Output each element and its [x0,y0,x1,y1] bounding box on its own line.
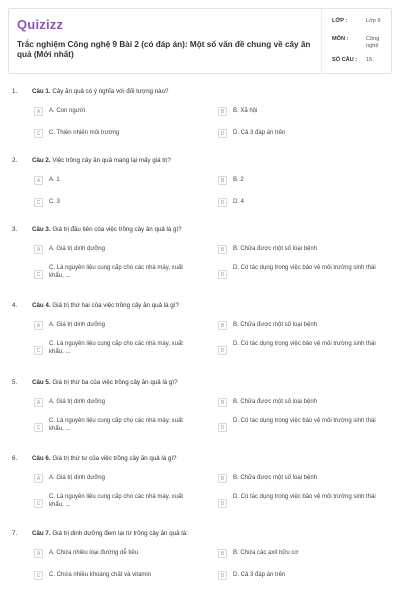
option-letter-box[interactable]: B [218,321,227,330]
option-text: A. Giá trị dinh dưỡng [49,399,105,405]
option-text: D. Có tác dụng trong việc bảo vệ môi trường sinh thái [233,265,376,271]
option-text: C. Là nguyên liệu cung cấp cho các nhà máy, xuất khẩu, ... [49,418,183,432]
option-letter-box[interactable]: D [218,423,227,432]
option-letter-box[interactable]: C [34,129,43,138]
question-text [32,157,372,164]
option-text: A. Con người [49,108,85,114]
question-text [32,302,372,309]
option-letter-box[interactable]: D [218,571,227,580]
question-prompt: Việc trồng cây ăn quả mang lại mấy giá trị? [52,157,171,164]
option-text: C. Chứa nhiều khoáng chất và vitamin [49,572,152,578]
option-letter-box[interactable]: A [34,245,43,254]
option-letter-box[interactable]: C [34,346,43,355]
question-prompt: Giá trị thứ tư của việc trồng cây ăn quả là gì? [52,455,177,462]
question-label: Câu 2. [32,157,51,164]
worksheet-title: Trắc nghiệm Công nghệ 9 Bài 2 (có đáp án): Một số vấn đề chung về cây ăn quả (Mới nhất) [17,40,311,59]
question-number: 3. [12,226,18,233]
option-letter-box[interactable]: B [218,549,227,558]
option-text: B. Chữa được một số loại bệnh [233,322,318,328]
option-text: A. Chứa nhiều loại đường dễ tiêu [49,550,139,556]
option-text: A. Giá trị dinh dưỡng [49,246,105,252]
meta-subject-key: MÔN : [332,36,349,42]
question-number: 4. [12,302,18,309]
question-text [32,455,372,462]
meta-class-key: LỚP : [332,18,348,24]
option-text: A. Giá trị dinh dưỡng [49,475,105,481]
option-letter-box[interactable]: C [34,423,43,432]
option-text: C. Là nguyên liệu cung cấp cho các nhà máy, xuất khẩu, ... [49,341,183,355]
option-text: A. Giá trị dinh dưỡng [49,322,105,328]
option-text: D. Cả 3 đáp án trên [233,130,286,136]
option-text: B. Chứa các axit hữu cơ [233,550,299,556]
option-text: D. Có tác dụng trong việc bảo vệ môi trường sinh thái [233,341,376,347]
option-letter-box[interactable]: C [34,499,43,508]
question-number: 6. [12,455,18,462]
option-letter-box[interactable]: C [34,198,43,207]
option-text: C. 3 [49,199,61,205]
option-letter-box[interactable]: A [34,398,43,407]
option-text: D. Có tác dụng trong việc bảo vệ môi trường sinh thái [233,494,376,500]
option-text: D. Có tác dụng trong việc bảo vệ môi trường sinh thái [233,418,376,424]
option-letter-box[interactable]: C [34,571,43,580]
question-prompt: Giá trị đầu tiên của việc trồng cây ăn quả là gì? [52,226,182,233]
option-letter-box[interactable]: D [218,346,227,355]
question-number: 1. [12,88,18,95]
option-text: B. Chữa được một số loại bệnh [233,399,318,405]
option-letter-box[interactable]: A [34,474,43,483]
option-letter-box[interactable]: A [34,321,43,330]
question-label: Câu 6. [32,455,51,462]
question-prompt: Giá trị dinh dưỡng đem lại từ trồng cây ăn quả là: [52,530,188,537]
quizizz-logo[interactable]: Quizizz [17,17,64,32]
option-letter-box[interactable]: D [218,129,227,138]
option-letter-box[interactable]: B [218,176,227,185]
option-letter-box[interactable]: D [218,198,227,207]
question-number: 2. [12,157,18,164]
option-text: B. Chữa được một số loại bệnh [233,246,318,252]
worksheet-header [8,8,392,74]
question-label: Câu 4. [32,302,51,309]
option-letter-box[interactable]: C [34,270,43,279]
option-text: C. Là nguyên liệu cung cấp cho các nhà máy, xuất khẩu, ... [49,265,183,279]
option-letter-box[interactable]: D [218,270,227,279]
option-text: D. Cả 3 đáp án trên [233,572,286,578]
question-label: Câu 5. [32,379,51,386]
option-text: B. Chữa được một số loại bệnh [233,475,318,481]
option-text: B. Xã hội [233,108,258,114]
meta-count-value: 15 [366,57,373,63]
option-letter-box[interactable]: A [34,107,43,116]
meta-count-key: SỐ CÂU : [332,57,358,63]
meta-subject-value: Công nghệ [366,36,380,49]
question-prompt: Giá trị thứ ba của việc trồng cây ăn quả là gì? [52,379,178,386]
question-label: Câu 1. [32,88,51,95]
question-prompt: Cây ăn quả có ý nghĩa với đối tượng nào? [52,88,169,95]
question-text [32,226,372,233]
question-text [32,530,372,537]
meta-class-value: Lớp 9 [366,18,381,24]
question-number: 7. [12,530,18,537]
question-label: Câu 3. [32,226,51,233]
option-text: A. 1 [49,177,60,183]
option-text: C. Là nguyên liệu cung cấp cho các nhà máy, xuất khẩu, ... [49,494,183,508]
option-text: B. 2 [233,177,244,183]
question-number: 5. [12,379,18,386]
option-letter-box[interactable]: A [34,176,43,185]
option-text: C. Thiên nhiên môi trường [49,130,120,136]
option-letter-box[interactable]: B [218,107,227,116]
question-text [32,88,372,95]
option-letter-box[interactable]: B [218,398,227,407]
option-letter-box[interactable]: A [34,549,43,558]
option-letter-box[interactable]: B [218,474,227,483]
option-letter-box[interactable]: D [218,499,227,508]
meta-panel [321,9,393,75]
question-prompt: Giá trị thứ hai của việc trồng cây ăn quả là gì? [52,302,179,309]
option-letter-box[interactable]: B [218,245,227,254]
question-label: Câu 7. [32,530,51,537]
question-text [32,379,372,386]
option-text: D. 4 [233,199,245,205]
